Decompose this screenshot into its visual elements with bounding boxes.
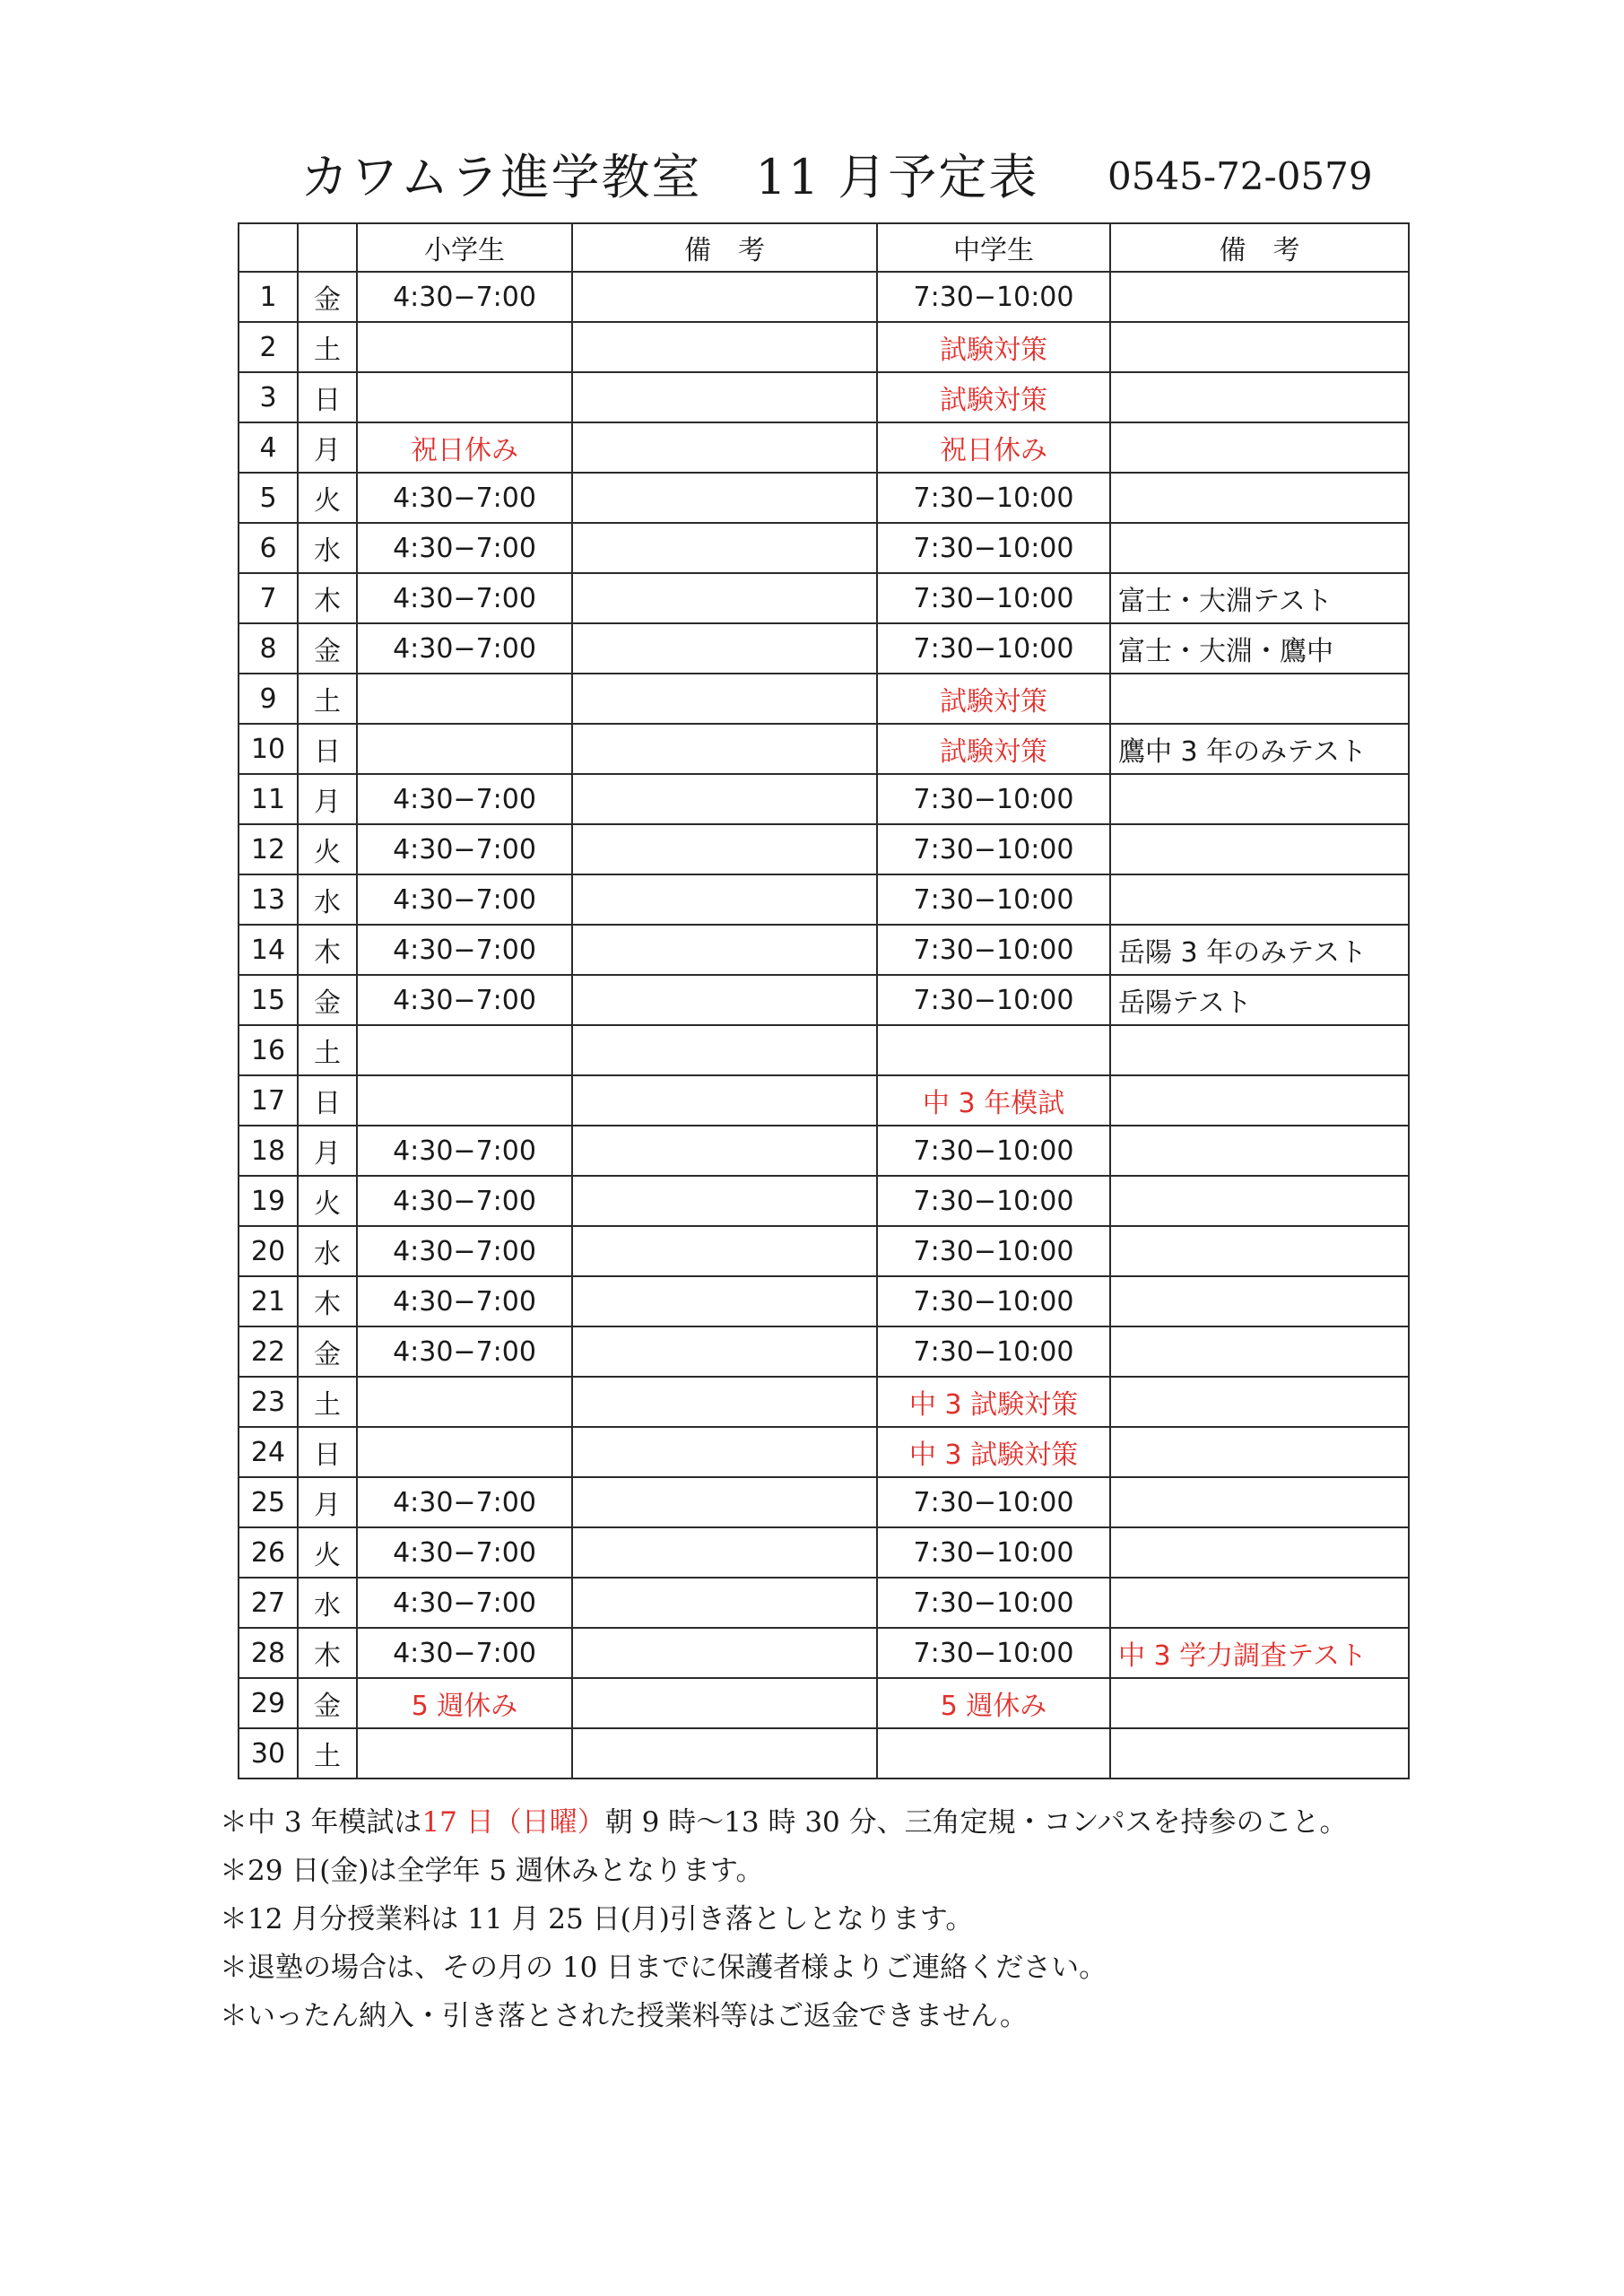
note-holiday: ＊29 日(金)は全学年 5 週休みとなります。 [220,1855,764,1887]
cell-junior: 試験対策 [877,372,1110,422]
cell-junior-note [1110,322,1409,372]
table-row [239,1025,1409,1075]
cell-weekday: 土 [298,674,357,724]
cell-junior-note [1110,1075,1409,1126]
table-row [239,724,1409,774]
cell-junior: 7:30−10:00 [877,1326,1110,1377]
table-row [239,774,1409,824]
schedule-body [239,272,1409,1779]
cell-junior: 試験対策 [877,674,1110,724]
cell-elementary-note [572,674,877,724]
cell-day: 12 [239,824,298,874]
header-elementary-note: 備 考 [572,223,877,272]
cell-elementary-note [572,322,877,372]
cell-day: 11 [239,774,298,824]
cell-weekday: 月 [298,1126,357,1176]
cell-junior-note: 岳陽 3 年のみテスト [1110,925,1409,975]
cell-day: 15 [239,975,298,1025]
header-weekday [298,223,357,272]
cell-junior: 中 3 試験対策 [877,1427,1110,1477]
cell-junior: 祝日休み [877,422,1110,473]
cell-elementary: 祝日休み [357,422,572,473]
cell-elementary: 4:30−7:00 [357,1628,572,1678]
cell-elementary-note [572,824,877,874]
cell-junior-note [1110,1025,1409,1075]
cell-elementary-note [572,1527,877,1578]
cell-weekday: 金 [298,623,357,674]
table-row [239,1126,1409,1176]
cell-elementary-note [572,874,877,925]
cell-day: 4 [239,422,298,473]
table-row [239,1477,1409,1527]
table-row [239,1527,1409,1578]
table-row [239,874,1409,925]
cell-elementary-note [572,573,877,623]
cell-junior-note [1110,774,1409,824]
table-row [239,925,1409,975]
cell-day: 21 [239,1276,298,1326]
cell-weekday: 日 [298,372,357,422]
cell-junior-note [1110,674,1409,724]
note-withdrawal: ＊退塾の場合は、その月の 10 日までに保護者様よりご連絡ください。 [220,1952,1107,1984]
cell-elementary: 4:30−7:00 [357,925,572,975]
cell-elementary [357,1728,572,1779]
cell-weekday: 月 [298,774,357,824]
cell-junior-note [1110,422,1409,473]
table-row [239,1226,1409,1276]
note-mock-exam-pre: ＊中 3 年模試は [220,1806,422,1839]
cell-weekday: 木 [298,1276,357,1326]
table-row [239,372,1409,422]
cell-junior-note [1110,1477,1409,1527]
cell-elementary-note [572,1025,877,1075]
cell-elementary: 4:30−7:00 [357,975,572,1025]
table-row [239,623,1409,674]
cell-junior: 試験対策 [877,724,1110,774]
cell-day: 19 [239,1176,298,1226]
cell-weekday: 水 [298,1226,357,1276]
table-row [239,1276,1409,1326]
cell-weekday: 火 [298,473,357,523]
cell-day: 29 [239,1678,298,1728]
cell-weekday: 日 [298,1075,357,1126]
cell-junior: 7:30−10:00 [877,1628,1110,1678]
cell-elementary-note [572,925,877,975]
cell-junior: 中 3 年模試 [877,1075,1110,1126]
header-junior: 中学生 [877,223,1110,272]
cell-weekday: 水 [298,523,357,573]
cell-day: 17 [239,1075,298,1126]
note-mock-exam-date: 17 日（日曜） [421,1806,605,1839]
cell-elementary: 4:30−7:00 [357,473,572,523]
cell-junior-note [1110,1326,1409,1377]
cell-day: 30 [239,1728,298,1779]
cell-junior: 7:30−10:00 [877,473,1110,523]
cell-elementary: 4:30−7:00 [357,1477,572,1527]
cell-day: 16 [239,1025,298,1075]
cell-elementary-note [572,1276,877,1326]
cell-junior: 7:30−10:00 [877,623,1110,674]
cell-weekday: 木 [298,925,357,975]
cell-day: 26 [239,1527,298,1578]
table-row [239,1678,1409,1728]
schedule-table [238,222,1410,1779]
cell-elementary [357,724,572,774]
cell-junior-note [1110,1427,1409,1477]
cell-junior-note [1110,523,1409,573]
header-junior-note: 備 考 [1110,223,1409,272]
cell-elementary: 4:30−7:00 [357,1176,572,1226]
table-row [239,1427,1409,1477]
cell-weekday: 土 [298,1025,357,1075]
cell-junior-note: 岳陽テスト [1110,975,1409,1025]
table-row [239,1728,1409,1779]
cell-elementary: 4:30−7:00 [357,1527,572,1578]
cell-elementary [357,1377,572,1427]
table-row [239,674,1409,724]
cell-weekday: 日 [298,724,357,774]
cell-day: 2 [239,322,298,372]
cell-elementary: 4:30−7:00 [357,1226,572,1276]
cell-day: 14 [239,925,298,975]
cell-junior-note [1110,272,1409,322]
cell-elementary: 4:30−7:00 [357,523,572,573]
cell-elementary-note [572,1477,877,1527]
cell-elementary [357,1075,572,1126]
page-title [300,139,1038,208]
cell-junior: 7:30−10:00 [877,1477,1110,1527]
cell-junior: 7:30−10:00 [877,272,1110,322]
cell-elementary: 4:30−7:00 [357,774,572,824]
cell-day: 7 [239,573,298,623]
cell-day: 13 [239,874,298,925]
cell-junior-note [1110,1578,1409,1628]
note-mock-exam-post: 朝 9 時～13 時 30 分、三角定規・コンパスを持参のこと。 [604,1806,1348,1839]
notes-section [220,1798,1412,2040]
cell-elementary: 5 週休み [357,1678,572,1728]
cell-junior-note: 鷹中 3 年のみテスト [1110,724,1409,774]
cell-elementary-note [572,623,877,674]
cell-elementary-note [572,1075,877,1126]
cell-day: 24 [239,1427,298,1477]
cell-elementary-note [572,372,877,422]
cell-elementary: 4:30−7:00 [357,1578,572,1628]
cell-weekday: 木 [298,573,357,623]
table-row [239,573,1409,623]
table-row [239,1578,1409,1628]
cell-elementary: 4:30−7:00 [357,573,572,623]
table-row [239,1628,1409,1678]
cell-elementary-note [572,1578,877,1628]
cell-weekday: 水 [298,874,357,925]
cell-junior-note [1110,1226,1409,1276]
cell-day: 18 [239,1126,298,1176]
cell-day: 28 [239,1628,298,1678]
cell-weekday: 金 [298,975,357,1025]
cell-day: 23 [239,1377,298,1427]
cell-weekday: 土 [298,1728,357,1779]
cell-junior-note: 富士・大淵・鷹中 [1110,623,1409,674]
cell-junior-note [1110,1377,1409,1427]
cell-weekday: 木 [298,1628,357,1678]
cell-day: 20 [239,1226,298,1276]
cell-junior: 7:30−10:00 [877,1226,1110,1276]
cell-junior: 7:30−10:00 [877,523,1110,573]
cell-weekday: 金 [298,1678,357,1728]
cell-junior-note [1110,1728,1409,1779]
cell-weekday: 日 [298,1427,357,1477]
cell-elementary: 4:30−7:00 [357,623,572,674]
cell-junior: 7:30−10:00 [877,1578,1110,1628]
cell-day: 25 [239,1477,298,1527]
note-tuition: ＊12 月分授業料は 11 月 25 日(月)引き落としとなります。 [220,1903,974,1935]
cell-weekday: 火 [298,1176,357,1226]
table-row [239,473,1409,523]
cell-weekday: 金 [298,1326,357,1377]
cell-junior: 7:30−10:00 [877,925,1110,975]
table-row [239,975,1409,1025]
cell-junior: 7:30−10:00 [877,975,1110,1025]
cell-elementary-note [572,473,877,523]
cell-weekday: 土 [298,322,357,372]
cell-junior-note [1110,1527,1409,1578]
cell-day: 10 [239,724,298,774]
cell-junior-note [1110,824,1409,874]
header-day [239,223,298,272]
cell-junior: 試験対策 [877,322,1110,372]
cell-elementary-note [572,1377,877,1427]
school-name: カワムラ進学教室 [300,149,702,205]
cell-elementary: 4:30−7:00 [357,272,572,322]
cell-junior: 7:30−10:00 [877,1176,1110,1226]
cell-elementary-note [572,1628,877,1678]
table-row [239,1377,1409,1427]
cell-day: 27 [239,1578,298,1628]
cell-junior-note [1110,1276,1409,1326]
cell-junior [877,1728,1110,1779]
cell-junior: 7:30−10:00 [877,774,1110,824]
cell-elementary-note [572,1728,877,1779]
table-row [239,1326,1409,1377]
cell-junior: 7:30−10:00 [877,1126,1110,1176]
cell-elementary-note [572,1326,877,1377]
table-row [239,422,1409,473]
cell-elementary-note [572,975,877,1025]
cell-elementary-note [572,1678,877,1728]
note-refund: ＊いったん納入・引き落とされた授業料等はご返金できません。 [220,2000,1028,2032]
cell-elementary: 4:30−7:00 [357,1276,572,1326]
cell-elementary: 4:30−7:00 [357,1126,572,1176]
cell-weekday: 月 [298,422,357,473]
cell-junior: 7:30−10:00 [877,1527,1110,1578]
table-row [239,1176,1409,1226]
cell-junior: 5 週休み [877,1678,1110,1728]
cell-elementary [357,1427,572,1477]
cell-weekday: 月 [298,1477,357,1527]
cell-junior-note [1110,473,1409,523]
cell-junior-note [1110,372,1409,422]
table-row [239,523,1409,573]
header-elementary: 小学生 [357,223,572,272]
schedule-month: 11 月予定表 [755,149,1039,205]
cell-elementary: 4:30−7:00 [357,1326,572,1377]
table-header-row [239,223,1409,272]
table-row [239,272,1409,322]
cell-junior-note: 富士・大淵テスト [1110,573,1409,623]
cell-elementary-note [572,523,877,573]
cell-elementary-note [572,272,877,322]
cell-weekday: 水 [298,1578,357,1628]
cell-elementary-note [572,1126,877,1176]
cell-elementary-note [572,1226,877,1276]
cell-junior-note [1110,874,1409,925]
cell-day: 6 [239,523,298,573]
cell-day: 3 [239,372,298,422]
cell-junior: 7:30−10:00 [877,573,1110,623]
cell-elementary-note [572,1176,877,1226]
cell-junior [877,1025,1110,1075]
table-row [239,1075,1409,1126]
cell-junior-note [1110,1678,1409,1728]
cell-junior: 中 3 試験対策 [877,1377,1110,1427]
cell-elementary-note [572,724,877,774]
cell-weekday: 土 [298,1377,357,1427]
cell-weekday: 金 [298,272,357,322]
note-mock-exam [220,1798,1412,1847]
cell-elementary [357,372,572,422]
cell-elementary [357,674,572,724]
phone-number: 0545-72-0579 [1107,154,1373,198]
cell-day: 22 [239,1326,298,1377]
cell-junior: 7:30−10:00 [877,874,1110,925]
cell-junior-note [1110,1126,1409,1176]
cell-day: 1 [239,272,298,322]
cell-elementary: 4:30−7:00 [357,824,572,874]
cell-weekday: 火 [298,1527,357,1578]
cell-junior: 7:30−10:00 [877,1276,1110,1326]
cell-elementary [357,322,572,372]
cell-day: 9 [239,674,298,724]
cell-elementary-note [572,774,877,824]
cell-elementary-note [572,1427,877,1477]
cell-elementary-note [572,422,877,473]
cell-junior-note: 中 3 学力調査テスト [1110,1628,1409,1678]
cell-elementary [357,1025,572,1075]
cell-day: 8 [239,623,298,674]
cell-elementary: 4:30−7:00 [357,874,572,925]
cell-junior-note [1110,1176,1409,1226]
cell-day: 5 [239,473,298,523]
cell-junior: 7:30−10:00 [877,824,1110,874]
table-row [239,824,1409,874]
cell-weekday: 火 [298,824,357,874]
table-row [239,322,1409,372]
